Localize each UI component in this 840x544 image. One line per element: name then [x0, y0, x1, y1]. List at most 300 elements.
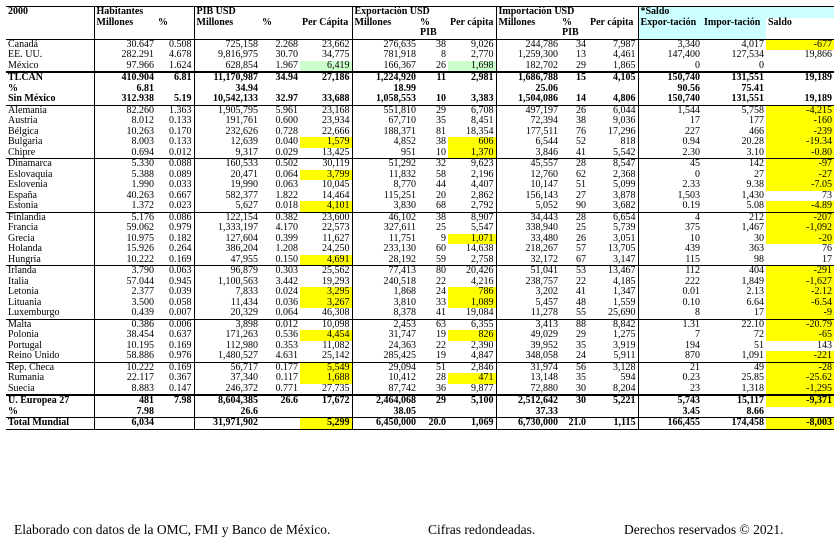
table-cell: -6.54	[766, 298, 834, 309]
table-cell: 45	[638, 159, 702, 170]
table-cell: 1,868	[352, 287, 418, 298]
table-cell: 34,775	[322, 49, 350, 60]
table-cell: 3,878	[613, 189, 636, 201]
table-cell: 244,786	[496, 39, 560, 50]
table-cell: 1,544	[638, 105, 702, 116]
table-cell: 1,224,920	[352, 72, 418, 84]
table-cell: 497,197	[496, 105, 560, 116]
table-cell: 20,471	[194, 170, 260, 181]
table-cell: 6.64	[746, 296, 764, 308]
table-cell: 3,051	[613, 232, 636, 244]
column-group-header	[156, 7, 194, 18]
row-label: Polonia	[8, 329, 39, 340]
table-cell: 781,918	[352, 50, 418, 61]
table-cell: 20,426	[466, 265, 494, 276]
column-group-header: Importación USD	[496, 7, 560, 18]
row-label: Finlandia	[8, 211, 46, 223]
table-cell: 327,611	[352, 223, 418, 234]
table-cell: 67	[560, 255, 588, 266]
table-cell: 0.133	[169, 136, 192, 147]
row-label: Estonia	[6, 201, 94, 212]
table-cell: 1.372	[94, 201, 156, 212]
table-cell: 2,390	[471, 339, 494, 351]
table-row	[6, 148, 834, 159]
table-cell: 76	[822, 243, 832, 254]
table-cell: 19	[418, 351, 448, 362]
table-cell: 22.117	[94, 373, 156, 384]
table-cell: 23	[638, 384, 702, 396]
table-cell: 72	[754, 329, 764, 340]
table-cell: 30	[754, 232, 764, 244]
row-label: México	[8, 59, 39, 71]
table-cell: 49	[754, 361, 764, 373]
table-cell: 582,377	[194, 191, 260, 202]
table-cell: 0.01	[638, 287, 702, 298]
table-cell: 0.945	[169, 275, 192, 287]
table-cell: 7,987	[613, 38, 636, 50]
table-cell: 160,533	[194, 159, 260, 170]
table-cell: 3.10	[702, 148, 766, 159]
table-cell: -27	[766, 170, 834, 181]
table-row	[6, 330, 834, 341]
footer-rights: Derechos reservados © 2021.	[624, 522, 784, 537]
table-cell: 0.94	[638, 137, 702, 148]
table-cell: 4,185	[613, 275, 636, 287]
table-cell: 22	[576, 275, 586, 287]
column-header: Per cápita	[588, 18, 638, 40]
table-cell: 14,638	[466, 243, 494, 254]
table-cell: 53	[576, 265, 586, 276]
table-cell: 41	[560, 148, 588, 159]
table-cell: 0.508	[169, 38, 192, 50]
table-cell	[766, 407, 834, 418]
table-cell: 3,267	[300, 298, 352, 309]
table-cell: 51	[576, 179, 586, 190]
table-cell: 8,604,385	[194, 395, 260, 407]
column-group-header: PIB USD	[194, 7, 260, 18]
table-cell: 24,363	[352, 341, 418, 352]
table-cell: 0.117	[275, 372, 298, 383]
table-cell: 62	[576, 168, 586, 180]
table-cell: 29	[436, 104, 446, 116]
table-cell: 8.883	[94, 384, 156, 396]
table-cell: 2,368	[613, 168, 636, 180]
table-cell: 1,430	[741, 189, 764, 201]
table-cell: 26	[576, 104, 586, 116]
table-cell: 57	[576, 243, 586, 254]
table-cell	[260, 407, 300, 418]
table-cell: 2.30	[638, 148, 702, 159]
table-cell: 246,372	[194, 384, 260, 396]
table-cell: -9	[766, 308, 834, 319]
table-cell: 0.976	[156, 351, 194, 362]
table-cell: 87,742	[352, 384, 418, 396]
table-cell: 348,058	[496, 351, 560, 362]
table-cell: 4.631	[260, 351, 300, 362]
row-label: Francia	[8, 222, 38, 233]
table-cell: 0.502	[275, 158, 298, 169]
table-cell: 31,971,902	[194, 418, 260, 430]
table-cell: 166,455	[638, 418, 702, 430]
table-cell: 5,100	[448, 395, 496, 407]
table-cell: 312.938	[94, 94, 156, 105]
table-cell: 0.637	[169, 329, 192, 340]
table-cell: 20	[436, 189, 446, 201]
table-cell: 481	[94, 395, 156, 407]
table-cell: 38	[436, 136, 446, 147]
table-cell: 25	[576, 222, 586, 233]
table-cell: -2.12	[766, 287, 834, 298]
table-cell: -291	[766, 266, 834, 277]
row-label: Letonia	[8, 286, 39, 297]
table-row	[6, 127, 834, 138]
table-cell: 0.147	[169, 382, 192, 394]
table-cell	[448, 407, 496, 418]
table-cell: 4	[638, 212, 702, 223]
table-cell: 4,216	[471, 275, 494, 287]
table-cell: 3,846	[496, 148, 560, 159]
table-cell: 38	[436, 211, 446, 223]
table-cell: -19.34	[766, 137, 834, 148]
row-label: Lituania	[8, 296, 42, 308]
table-cell: 44	[436, 179, 446, 190]
table-cell: 191,761	[194, 116, 260, 127]
table-cell: 276,635	[352, 39, 418, 50]
table-cell: 375	[638, 223, 702, 234]
table-cell: 0.012	[275, 318, 298, 330]
table-cell: 3.500	[94, 298, 156, 309]
table-cell: 9,026	[471, 38, 494, 50]
table-cell: 28	[436, 372, 446, 383]
table-cell: 471	[448, 373, 496, 384]
table-cell: 2.377	[94, 287, 156, 298]
column-header: Per cápita	[448, 18, 496, 40]
table-cell: 1,058,553	[352, 94, 418, 105]
table-cell: 20.0	[418, 418, 448, 430]
row-label: Suecia	[8, 382, 35, 394]
table-cell: 143	[817, 339, 832, 351]
table-cell: 9,816,975	[194, 50, 260, 61]
table-cell: 606	[448, 137, 496, 148]
table-cell: 2.13	[746, 286, 764, 297]
table-cell: 88	[576, 318, 586, 330]
table-cell: 8,770	[352, 180, 418, 191]
table-cell: 82.260	[94, 105, 156, 116]
table-cell: 131,551	[702, 72, 766, 84]
table-cell: 127,534	[731, 49, 764, 60]
table-cell: 0.536	[275, 329, 298, 340]
table-cell: 0.979	[169, 222, 192, 233]
table-cell: -4,215	[766, 105, 834, 116]
table-cell: 25	[436, 222, 446, 233]
table-cell: 19	[436, 329, 446, 340]
table-cell: 8,547	[613, 158, 636, 169]
table-cell: -207	[766, 212, 834, 223]
table-cell: 0.264	[169, 243, 192, 254]
column-group-header: Habitantes	[94, 7, 156, 18]
table-cell: 26	[576, 232, 586, 244]
table-cell: 17	[702, 308, 766, 319]
table-cell: 37.33	[496, 407, 560, 418]
table-cell: 80	[436, 265, 446, 276]
table-cell: 0.040	[275, 136, 298, 147]
table-cell: 32,172	[496, 255, 560, 266]
table-cell: 150,740	[638, 72, 702, 84]
table-cell: 10,147	[496, 180, 560, 191]
table-cell: 3,202	[496, 287, 560, 298]
table-cell: 1.822	[275, 189, 298, 201]
table-cell: 0.063	[169, 265, 192, 276]
column-group-header	[448, 7, 496, 18]
table-cell: 5.330	[94, 159, 156, 170]
table-cell: 38	[436, 38, 446, 50]
table-cell: 55	[560, 308, 588, 319]
table-row	[6, 223, 834, 234]
column-header: %	[260, 18, 300, 40]
table-cell: 18.99	[352, 84, 418, 95]
table-cell: 0.600	[275, 115, 298, 126]
table-cell: 3,147	[588, 255, 638, 266]
row-label: Grecia	[8, 232, 35, 244]
table-row	[6, 255, 834, 266]
table-cell: -239	[766, 127, 834, 138]
row-label: Canadá	[8, 38, 38, 50]
row-label: Sin México	[6, 94, 94, 105]
table-cell: 5,739	[613, 222, 636, 233]
table-cell: 51,292	[352, 159, 418, 170]
table-cell: -160	[766, 116, 834, 127]
table-cell: 3.442	[275, 275, 298, 287]
table-cell: 0.182	[169, 232, 192, 244]
row-label: Dinamarca	[8, 158, 52, 169]
table-cell: 1,849	[741, 275, 764, 287]
table-cell: 23,600	[322, 211, 350, 223]
row-label: Austria	[8, 115, 38, 126]
table-cell: 33	[436, 296, 446, 308]
column-header: % PIB	[560, 18, 588, 40]
table-cell: 26	[436, 59, 446, 71]
table-cell: 0.088	[169, 158, 192, 169]
table-cell: 0.039	[169, 286, 192, 297]
table-cell: 1.624	[169, 59, 192, 71]
table-cell: 0.728	[275, 125, 298, 137]
table-cell: -1,092	[766, 223, 834, 234]
table-cell: 24	[436, 286, 446, 297]
table-cell: -9,371	[766, 395, 834, 407]
table-cell: 0.19	[638, 201, 702, 212]
table-cell: 0.169	[169, 339, 192, 351]
table-cell: 4.170	[275, 222, 298, 233]
table-cell: 56	[576, 361, 586, 373]
table-cell: 233,130	[352, 244, 418, 255]
table-cell: -8,003	[766, 418, 834, 430]
table-cell: 1.990	[94, 180, 156, 191]
table-cell: 28	[576, 211, 586, 223]
table-cell: 5,542	[588, 148, 638, 159]
table-cell: 21.0	[560, 418, 588, 430]
table-cell: 19,189	[766, 94, 834, 105]
table-cell: 10,098	[322, 318, 350, 330]
table-cell: 63	[436, 318, 446, 330]
table-row	[6, 308, 834, 319]
column-header: Millones	[352, 18, 418, 40]
table-cell: 232,626	[194, 127, 260, 138]
table-cell: 238,757	[496, 277, 560, 288]
table-cell: -7.05	[766, 180, 834, 191]
footer-source: Elaborado con datos de la OMC, FMI y Banco de México.	[14, 522, 331, 537]
table-cell: 7,833	[194, 287, 260, 298]
table-cell: 20.28	[741, 136, 764, 147]
table-cell: 19,084	[448, 308, 496, 319]
table-cell: 150,740	[638, 94, 702, 105]
table-cell: 32.97	[260, 94, 300, 105]
table-cell: 0.023	[156, 201, 194, 212]
table-cell: 2,196	[471, 168, 494, 180]
row-label: Chipre	[6, 148, 94, 159]
table-cell: 0.036	[275, 296, 298, 308]
table-cell: 11,832	[352, 170, 418, 181]
table-cell: 6,419	[300, 61, 352, 73]
table-cell: 22	[436, 339, 446, 351]
table-cell: 22,573	[322, 222, 350, 233]
table-cell: 5.19	[156, 94, 194, 105]
table-cell: 1,688	[300, 373, 352, 384]
table-cell: 28,192	[352, 255, 418, 266]
table-cell: 4,691	[300, 255, 352, 266]
table-cell: 38	[576, 115, 586, 126]
column-group-header	[702, 7, 766, 18]
table-cell: 34	[576, 38, 586, 50]
table-cell: -221	[766, 351, 834, 362]
table-cell: 725,158	[194, 39, 260, 50]
table-row	[6, 351, 834, 362]
table-cell: 81	[436, 125, 446, 137]
table-cell: 17,296	[608, 125, 636, 137]
table-cell: 3,128	[613, 361, 636, 373]
table-cell: 6,544	[496, 137, 560, 148]
table-cell: 72,880	[496, 384, 560, 396]
table-cell: 1,091	[702, 351, 766, 362]
table-cell: 24	[560, 351, 588, 362]
table-cell: 38.454	[94, 330, 156, 341]
table-cell: 15.926	[94, 244, 156, 255]
table-cell: 594	[620, 372, 636, 383]
row-label: U. Europea 27	[6, 395, 94, 407]
table-cell: 177	[749, 115, 764, 126]
table-cell: -1,627	[766, 277, 834, 288]
table-cell: 5.08	[702, 201, 766, 212]
table-cell: 19,189	[766, 72, 834, 84]
table-cell: 9,036	[613, 115, 636, 126]
table-cell: 25.06	[496, 84, 560, 95]
table-cell: 818	[620, 136, 636, 147]
row-label: Luxemburgo	[6, 308, 94, 319]
table-cell: 112	[638, 266, 702, 277]
table-cell: 6,044	[613, 104, 636, 116]
table-cell: 0.058	[169, 296, 192, 308]
column-header: Millones	[496, 18, 560, 40]
table-cell: 0.018	[260, 201, 300, 212]
table-cell: 112,980	[194, 341, 260, 352]
table-cell: 2.33	[638, 180, 702, 191]
table-cell: 1,069	[448, 418, 496, 430]
table-cell: 3,383	[448, 94, 496, 105]
table-cell: 171,263	[194, 330, 260, 341]
table-cell: 9.38	[746, 179, 764, 190]
table-cell: 27	[754, 168, 764, 180]
table-cell: 10,542,133	[194, 94, 260, 105]
table-cell: 2,846	[471, 361, 494, 373]
table-cell: 25,562	[322, 265, 350, 276]
table-row	[6, 137, 834, 148]
table-cell: 240,518	[352, 277, 418, 288]
table-cell: 75.41	[741, 82, 764, 94]
table-cell: 27	[576, 189, 586, 201]
table-cell: 90.56	[638, 84, 702, 95]
table-cell: 2,464,068	[352, 395, 418, 407]
trade-table	[6, 6, 834, 430]
column-header: Millones	[94, 18, 156, 40]
table-cell: 10	[418, 94, 448, 105]
table-cell: 4,806	[588, 94, 638, 105]
table-cell: -25.62	[766, 373, 834, 384]
table-cell: 338,940	[496, 223, 560, 234]
table-cell	[156, 407, 194, 418]
table-cell: 1,579	[300, 137, 352, 148]
table-cell: 5,743	[638, 395, 702, 407]
table-cell: 59.062	[94, 223, 156, 234]
table-cell: 30.647	[94, 39, 156, 50]
table-cell: 21	[638, 362, 702, 373]
table-cell: 17,672	[300, 395, 352, 407]
table-cell: 37,340	[194, 373, 260, 384]
table-cell: 12,639	[194, 137, 260, 148]
table-cell: 14,464	[322, 189, 350, 201]
table-cell: 11,434	[194, 298, 260, 309]
table-cell: 1,089	[448, 298, 496, 309]
table-cell: 4,847	[448, 351, 496, 362]
row-label: Total Mundial	[6, 418, 94, 430]
table-cell: 46,102	[352, 212, 418, 223]
table-cell: 0.23	[638, 373, 702, 384]
table-cell: 27,186	[300, 72, 352, 84]
table-row	[6, 407, 834, 418]
table-cell	[300, 407, 352, 418]
table-cell: 22.10	[741, 318, 764, 330]
table-cell: 7	[638, 330, 702, 341]
table-cell: 410.904	[94, 72, 156, 84]
table-cell: 12,760	[496, 170, 560, 181]
table-cell: 0.133	[169, 115, 192, 126]
table-row	[6, 266, 834, 277]
table-cell: 15,117	[702, 395, 766, 407]
table-cell: 1,905,795	[194, 105, 260, 116]
row-label: Eslovaquia	[8, 168, 53, 180]
table-cell: 30	[576, 382, 586, 394]
table-cell: 3,799	[300, 170, 352, 181]
table-cell: 5.176	[94, 212, 156, 223]
table-cell: 29	[576, 329, 586, 340]
table-cell: 0.150	[260, 255, 300, 266]
table-cell: 127,604	[194, 234, 260, 245]
table-row	[6, 418, 834, 430]
table-cell: 13,467	[608, 265, 636, 276]
table-cell: 0.064	[275, 168, 298, 180]
table-cell: 0.033	[169, 179, 192, 190]
row-label: Bulgaria	[8, 136, 43, 147]
row-label: Reino Unido	[6, 351, 94, 362]
table-cell: 5,052	[496, 201, 560, 212]
